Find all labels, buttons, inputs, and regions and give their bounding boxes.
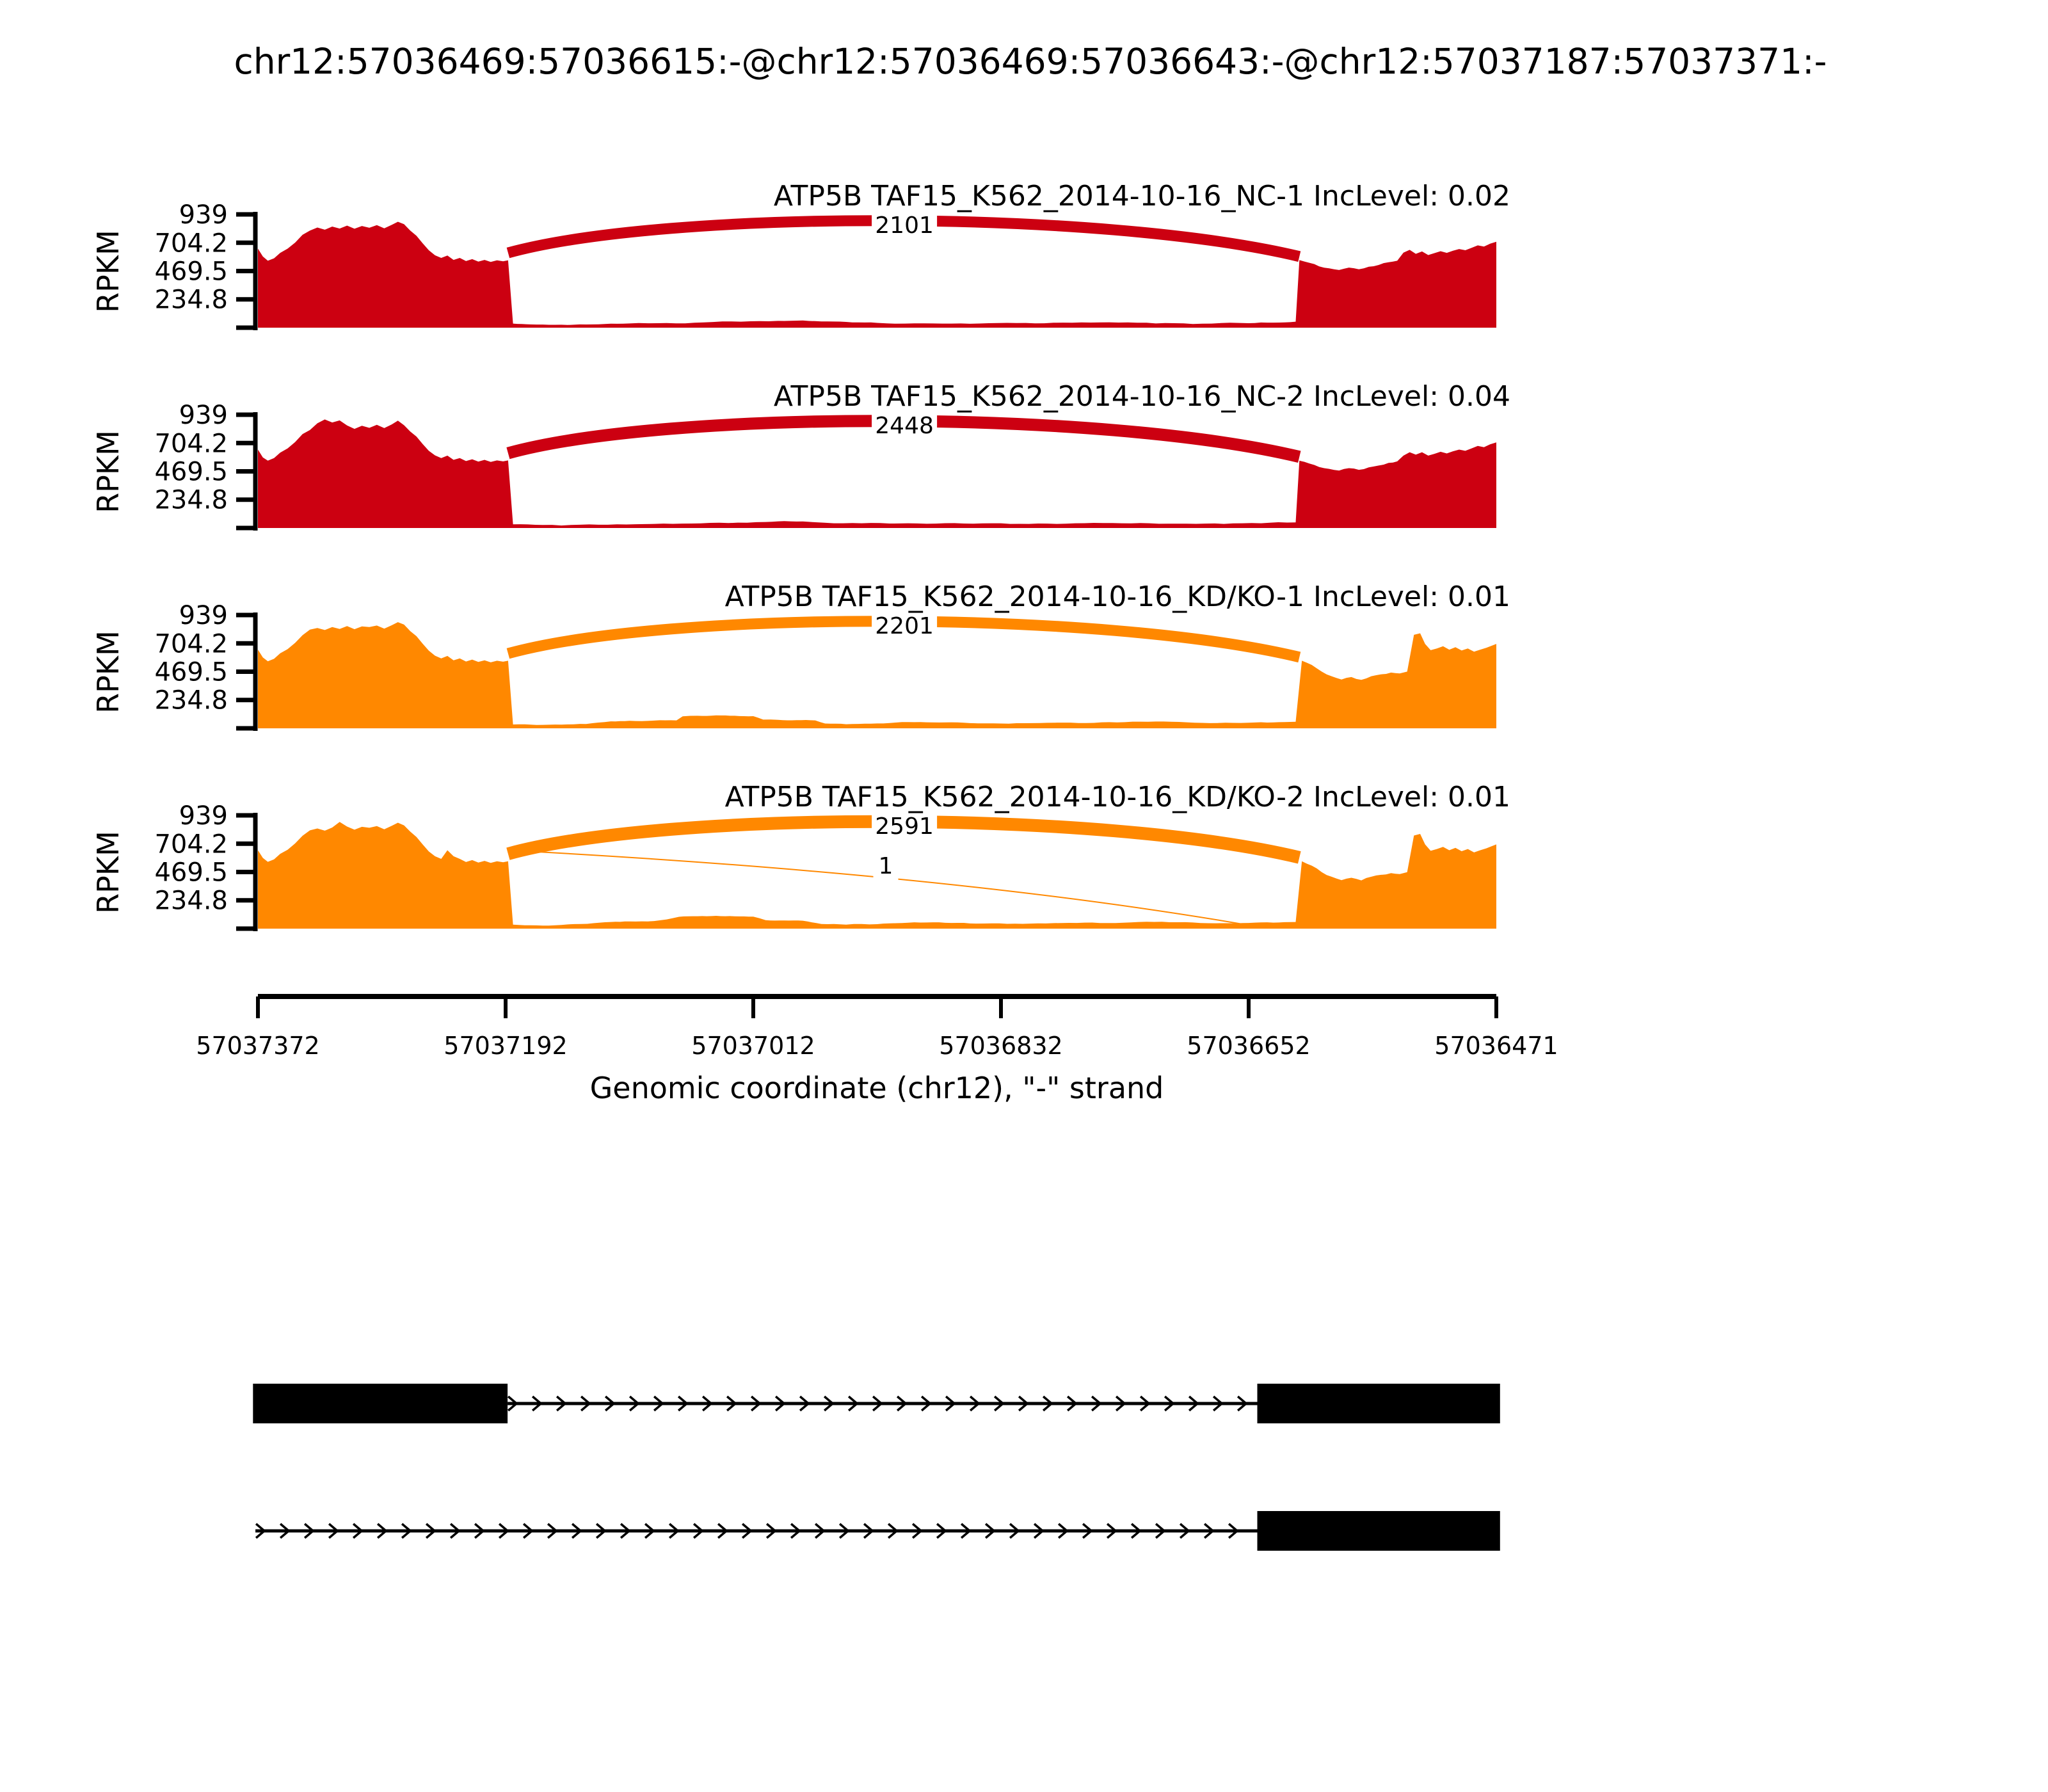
track-3 (91, 580, 1510, 731)
y-tick-label: 704.2 (154, 228, 228, 259)
track-label: ATP5B TAF15_K562_2014-10-16_NC-2 IncLevel: 0.04 (773, 380, 1510, 413)
y-tick-label: 234.8 (154, 285, 228, 315)
exon-box (1258, 1511, 1500, 1551)
x-tick-label: 57036471 (1434, 1032, 1558, 1060)
y-axis-label: RPKM (91, 831, 125, 914)
y-tick-label: 939 (179, 401, 228, 430)
y-tick-label: 469.5 (154, 257, 228, 287)
track-label: ATP5B TAF15_K562_2014-10-16_KD/KO-1 IncLevel: 0.01 (724, 580, 1510, 613)
track-label: ATP5B TAF15_K562_2014-10-16_NC-1 IncLevel: 0.02 (773, 180, 1510, 212)
y-axis-label: RPKM (91, 430, 125, 513)
x-tick-label: 57037012 (691, 1032, 815, 1060)
track-2 (91, 380, 1510, 531)
y-tick-label: 939 (179, 200, 228, 230)
x-tick-label: 57037192 (444, 1032, 568, 1060)
y-tick-label: 234.8 (154, 485, 228, 515)
junction-count: 2591 (875, 813, 934, 840)
track-4 (91, 781, 1510, 931)
y-tick-label: 939 (179, 601, 228, 630)
x-tick-label: 57037372 (196, 1032, 320, 1060)
tracks-layer (91, 180, 1510, 931)
junction-count: 2201 (875, 613, 934, 639)
y-tick-label: 234.8 (154, 685, 228, 716)
x-axis (196, 996, 1558, 1105)
x-tick-label: 57036832 (939, 1032, 1063, 1060)
exon-box (253, 1384, 508, 1423)
y-tick-label: 704.2 (154, 829, 228, 860)
y-tick-label: 234.8 (154, 886, 228, 916)
exon-box (1258, 1384, 1500, 1423)
junction-count: 2448 (875, 413, 934, 439)
y-tick-label: 469.5 (154, 657, 228, 687)
gene-isoform-1 (253, 1384, 1500, 1423)
y-tick-label: 939 (179, 801, 228, 831)
x-tick-label: 57036652 (1187, 1032, 1311, 1060)
figure-title: chr12:57036469:57036615:-@chr12:57036469:57036643:-@chr12:57037187:57037371:- (234, 41, 1827, 82)
track-label: ATP5B TAF15_K562_2014-10-16_KD/KO-2 IncLevel: 0.01 (724, 781, 1510, 813)
x-axis-title: Genomic coordinate (chr12), "-" strand (589, 1071, 1164, 1105)
y-axis-label: RPKM (91, 630, 125, 714)
y-tick-label: 704.2 (154, 429, 228, 459)
y-tick-label: 469.5 (154, 457, 228, 487)
gene-isoform-2 (255, 1511, 1500, 1551)
gene-model (253, 1384, 1500, 1551)
junction-count: 2101 (875, 212, 934, 239)
track-1 (91, 180, 1510, 330)
y-tick-label: 704.2 (154, 629, 228, 659)
y-axis-label: RPKM (91, 230, 125, 313)
junction-count: 1 (878, 853, 893, 879)
y-tick-label: 469.5 (154, 858, 228, 888)
